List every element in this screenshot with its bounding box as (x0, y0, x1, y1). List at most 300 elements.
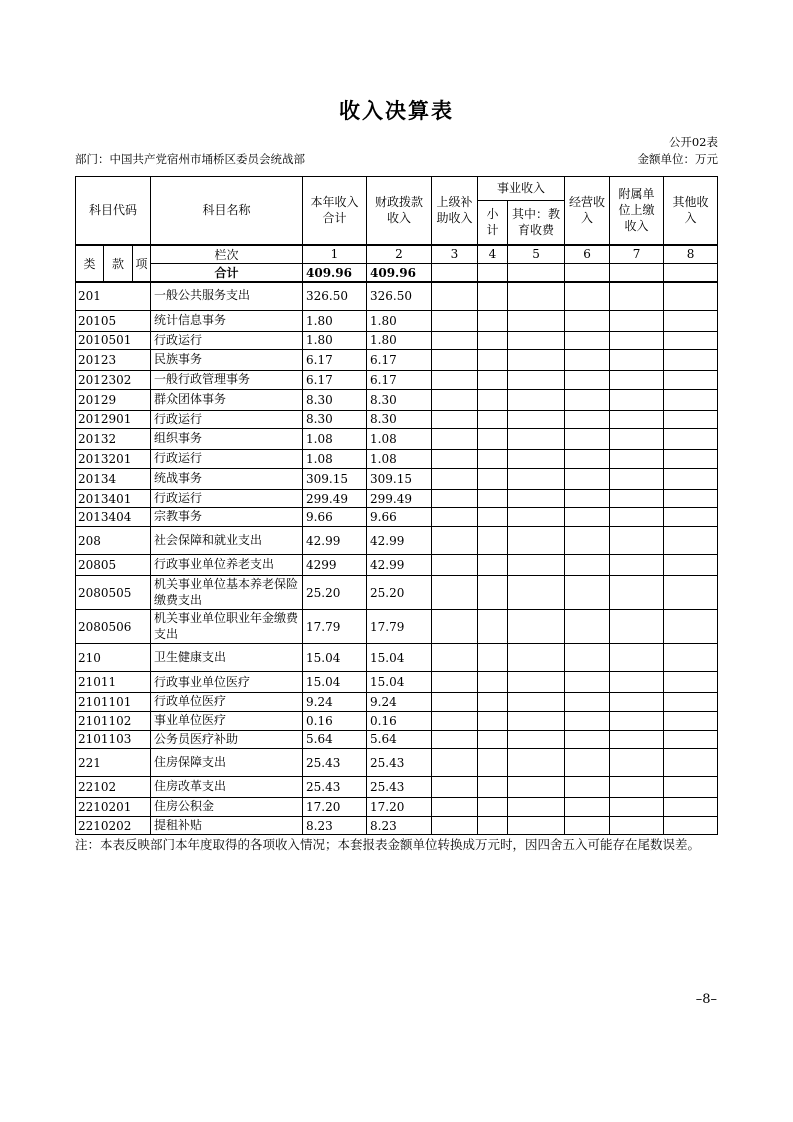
value-cell (664, 310, 718, 331)
header-business-subtotal: 小计 (478, 201, 508, 245)
subject-code-cell: 2013401 (76, 489, 151, 508)
table-row (76, 693, 718, 712)
value-cell (508, 389, 565, 410)
value-cell (478, 282, 508, 310)
value-cell (508, 644, 565, 672)
value-cell (664, 282, 718, 310)
table-row (76, 468, 718, 489)
value-cell (508, 310, 565, 331)
subject-name-cell: 民族事务 (151, 350, 303, 371)
value-cell (478, 798, 508, 817)
value-cell (432, 489, 478, 508)
total-value: 409.96 (303, 264, 367, 283)
value-cell (432, 410, 478, 429)
value-cell (610, 508, 664, 527)
value-cell (565, 644, 610, 672)
value-cell: 1.08 (367, 450, 432, 469)
table-row (76, 371, 718, 390)
header-other-income: 其他收入 (664, 177, 718, 245)
value-cell (565, 672, 610, 693)
value-cell (565, 450, 610, 469)
footnote: 注：本表反映部门本年度取得的各项收入情况；本套报表金额单位转换成万元时，因四舍五入可能存在尾数误差。 (75, 837, 701, 853)
value-cell (432, 610, 478, 644)
value-cell: 6.17 (303, 350, 367, 371)
value-cell: 0.16 (367, 712, 432, 731)
value-cell (565, 489, 610, 508)
subject-name-cell: 住房保障支出 (151, 749, 303, 777)
value-cell: 1.08 (303, 429, 367, 450)
subject-name-cell: 行政运行 (151, 450, 303, 469)
value-cell: 17.20 (303, 798, 367, 817)
subject-name-cell: 行政运行 (151, 489, 303, 508)
subject-code-cell: 2013201 (76, 450, 151, 469)
value-cell: 15.04 (303, 644, 367, 672)
header-subject-name: 科目名称 (151, 177, 303, 245)
table-row (76, 610, 718, 644)
value-cell (508, 555, 565, 576)
value-cell (565, 777, 610, 798)
value-cell: 8.30 (367, 389, 432, 410)
subject-name-cell: 宗教事务 (151, 508, 303, 527)
subject-name-cell: 群众团体事务 (151, 389, 303, 410)
value-cell (610, 749, 664, 777)
value-cell (432, 331, 478, 350)
subject-name-cell: 卫生健康支出 (151, 644, 303, 672)
subject-code-cell: 2210202 (76, 816, 151, 835)
header-annual-total: 本年收入合计 (303, 177, 367, 245)
header-row-top (76, 177, 718, 201)
value-cell (432, 712, 478, 731)
table-row (76, 730, 718, 749)
subject-name-cell: 行政事业单位养老支出 (151, 555, 303, 576)
header-subject-code: 科目代码 (76, 177, 151, 245)
value-cell: 8.30 (367, 410, 432, 429)
column-number: 7 (610, 245, 664, 264)
total-value (432, 264, 478, 283)
subject-code-cell: 2010501 (76, 331, 151, 350)
value-cell (664, 712, 718, 731)
rank-label: 栏次 (151, 245, 303, 264)
value-cell (664, 798, 718, 817)
value-cell: 5.64 (367, 730, 432, 749)
value-cell (610, 331, 664, 350)
value-cell: 309.15 (367, 468, 432, 489)
value-cell (478, 410, 508, 429)
value-cell (508, 576, 565, 610)
value-cell (508, 527, 565, 555)
value-cell (610, 555, 664, 576)
total-value (508, 264, 565, 283)
value-cell (610, 350, 664, 371)
value-cell (565, 282, 610, 310)
value-cell (565, 429, 610, 450)
total-value: 409.96 (367, 264, 432, 283)
table-row (76, 816, 718, 835)
subject-code-cell: 21011 (76, 672, 151, 693)
value-cell (432, 389, 478, 410)
value-cell: 326.50 (303, 282, 367, 310)
subject-code-cell: 2013404 (76, 508, 151, 527)
value-cell (565, 712, 610, 731)
table-row (76, 429, 718, 450)
value-cell (432, 508, 478, 527)
rank-row (76, 245, 718, 264)
value-cell (610, 798, 664, 817)
value-cell (478, 527, 508, 555)
value-cell (610, 489, 664, 508)
subject-name-cell: 机关事业单位基本养老保险缴费支出 (151, 576, 303, 610)
subject-code-cell: 2080505 (76, 576, 151, 610)
value-cell (432, 450, 478, 469)
value-cell (610, 310, 664, 331)
value-cell (432, 282, 478, 310)
value-cell (508, 429, 565, 450)
value-cell: 17.79 (303, 610, 367, 644)
value-cell (478, 712, 508, 731)
value-cell (565, 508, 610, 527)
value-cell (478, 749, 508, 777)
value-cell (664, 576, 718, 610)
value-cell: 25.43 (367, 777, 432, 798)
value-cell (565, 555, 610, 576)
value-cell (610, 450, 664, 469)
value-cell (610, 730, 664, 749)
value-cell (664, 410, 718, 429)
header-superior-subsidy: 上级补助收入 (432, 177, 478, 245)
value-cell (664, 749, 718, 777)
value-cell (508, 798, 565, 817)
value-cell (478, 389, 508, 410)
value-cell: 42.99 (367, 527, 432, 555)
value-cell: 8.30 (303, 389, 367, 410)
value-cell (565, 350, 610, 371)
value-cell (508, 712, 565, 731)
value-cell: 15.04 (367, 644, 432, 672)
subject-name-cell: 机关事业单位职业年金缴费支出 (151, 610, 303, 644)
value-cell (432, 429, 478, 450)
value-cell (508, 489, 565, 508)
total-value (610, 264, 664, 283)
value-cell (432, 527, 478, 555)
value-cell (565, 371, 610, 390)
value-cell (432, 350, 478, 371)
value-cell (508, 777, 565, 798)
subject-name-cell: 统战事务 (151, 468, 303, 489)
value-cell (664, 508, 718, 527)
value-cell (664, 816, 718, 835)
code-level-section: 款 (104, 245, 133, 283)
page-title: 收入决算表 (339, 98, 454, 123)
subject-code-cell: 221 (76, 749, 151, 777)
value-cell (610, 693, 664, 712)
table-row (76, 331, 718, 350)
value-cell (565, 389, 610, 410)
subject-code-cell: 20805 (76, 555, 151, 576)
value-cell (610, 429, 664, 450)
value-cell (565, 576, 610, 610)
value-cell (478, 693, 508, 712)
value-cell: 1.08 (367, 429, 432, 450)
value-cell: 15.04 (367, 672, 432, 693)
value-cell (508, 371, 565, 390)
value-cell: 8.30 (303, 410, 367, 429)
value-cell (664, 527, 718, 555)
table-row (76, 489, 718, 508)
value-cell (478, 777, 508, 798)
code-level-item: 项 (133, 245, 151, 283)
subject-code-cell: 210 (76, 644, 151, 672)
value-cell (610, 576, 664, 610)
value-cell: 4299 (303, 555, 367, 576)
value-cell (610, 777, 664, 798)
value-cell (508, 468, 565, 489)
value-cell (610, 410, 664, 429)
value-cell (508, 693, 565, 712)
value-cell (508, 730, 565, 749)
value-cell (610, 468, 664, 489)
value-cell: 1.80 (367, 310, 432, 331)
meta-line (75, 152, 718, 167)
value-cell (664, 693, 718, 712)
header-affiliated-income: 附属单位上缴收入 (610, 177, 664, 245)
subject-name-cell: 公务员医疗补助 (151, 730, 303, 749)
subject-name-cell: 一般行政管理事务 (151, 371, 303, 390)
value-cell (664, 350, 718, 371)
value-cell (565, 527, 610, 555)
total-row (76, 264, 718, 283)
value-cell (478, 555, 508, 576)
table-row (76, 389, 718, 410)
value-cell: 9.66 (303, 508, 367, 527)
subject-code-cell: 20134 (76, 468, 151, 489)
subject-code-cell: 20123 (76, 350, 151, 371)
value-cell: 25.20 (367, 576, 432, 610)
value-cell: 326.50 (367, 282, 432, 310)
table-row (76, 644, 718, 672)
value-cell (478, 468, 508, 489)
subject-code-cell: 2080506 (76, 610, 151, 644)
subject-name-cell: 住房改革支出 (151, 777, 303, 798)
value-cell: 15.04 (303, 672, 367, 693)
value-cell (610, 712, 664, 731)
value-cell: 25.43 (367, 749, 432, 777)
total-value (565, 264, 610, 283)
value-cell (478, 610, 508, 644)
value-cell (664, 777, 718, 798)
value-cell (664, 555, 718, 576)
value-cell (508, 282, 565, 310)
document-content (75, 97, 718, 855)
value-cell (432, 310, 478, 331)
table-code-label: 公开02表 (668, 135, 718, 149)
table-row (76, 508, 718, 527)
subject-code-cell: 201 (76, 282, 151, 310)
value-cell (508, 508, 565, 527)
column-number: 5 (508, 245, 565, 264)
table-row (76, 576, 718, 610)
value-cell (610, 389, 664, 410)
value-cell (664, 644, 718, 672)
value-cell (565, 610, 610, 644)
value-cell: 9.24 (367, 693, 432, 712)
value-cell: 42.99 (367, 555, 432, 576)
value-cell (610, 371, 664, 390)
value-cell (432, 816, 478, 835)
value-cell (432, 644, 478, 672)
value-cell (478, 644, 508, 672)
value-cell (565, 310, 610, 331)
table-row (76, 672, 718, 693)
value-cell: 299.49 (303, 489, 367, 508)
subject-name-cell: 组织事务 (151, 429, 303, 450)
value-cell (664, 468, 718, 489)
value-cell (610, 527, 664, 555)
value-cell (478, 816, 508, 835)
subject-code-cell: 2012302 (76, 371, 151, 390)
value-cell: 25.20 (303, 576, 367, 610)
value-cell: 17.20 (367, 798, 432, 817)
value-cell: 6.17 (367, 371, 432, 390)
value-cell (610, 282, 664, 310)
value-cell: 1.08 (303, 450, 367, 469)
value-cell (664, 450, 718, 469)
value-cell (565, 798, 610, 817)
department-label: 部门：中国共产党宿州市埇桥区委员会统战部 (75, 152, 305, 166)
value-cell: 6.17 (303, 371, 367, 390)
subject-name-cell: 行政事业单位医疗 (151, 672, 303, 693)
value-cell (478, 489, 508, 508)
value-cell (664, 429, 718, 450)
table-row (76, 350, 718, 371)
value-cell: 8.23 (367, 816, 432, 835)
value-cell (664, 610, 718, 644)
subject-code-cell: 2101102 (76, 712, 151, 731)
value-cell (565, 331, 610, 350)
value-cell: 309.15 (303, 468, 367, 489)
value-cell (664, 331, 718, 350)
header-operating-income: 经营收入 (565, 177, 610, 245)
header-fiscal-allocation: 财政拨款收入 (367, 177, 432, 245)
subject-name-cell: 行政运行 (151, 410, 303, 429)
value-cell (432, 576, 478, 610)
table-row (76, 310, 718, 331)
value-cell (508, 410, 565, 429)
value-cell (478, 508, 508, 527)
subject-name-cell: 行政单位医疗 (151, 693, 303, 712)
value-cell (508, 672, 565, 693)
value-cell (432, 798, 478, 817)
column-number: 6 (565, 245, 610, 264)
value-cell: 25.43 (303, 749, 367, 777)
value-cell (508, 331, 565, 350)
subject-code-cell: 2210201 (76, 798, 151, 817)
subject-code-cell: 20132 (76, 429, 151, 450)
value-cell (664, 489, 718, 508)
value-cell (432, 371, 478, 390)
column-number: 8 (664, 245, 718, 264)
value-cell (508, 610, 565, 644)
subject-name-cell: 事业单位医疗 (151, 712, 303, 731)
value-cell (478, 576, 508, 610)
value-cell: 1.80 (303, 331, 367, 350)
value-cell (508, 350, 565, 371)
value-cell (478, 429, 508, 450)
value-cell (432, 693, 478, 712)
value-cell (610, 644, 664, 672)
column-number: 3 (432, 245, 478, 264)
subject-name-cell: 一般公共服务支出 (151, 282, 303, 310)
table-row (76, 450, 718, 469)
value-cell (610, 672, 664, 693)
value-cell: 8.23 (303, 816, 367, 835)
subject-code-cell: 2101101 (76, 693, 151, 712)
subject-name-cell: 行政运行 (151, 331, 303, 350)
value-cell (478, 350, 508, 371)
value-cell (565, 410, 610, 429)
value-cell (664, 389, 718, 410)
value-cell: 9.24 (303, 693, 367, 712)
subject-code-cell: 20105 (76, 310, 151, 331)
value-cell (610, 816, 664, 835)
value-cell: 6.17 (367, 350, 432, 371)
value-cell: 42.99 (303, 527, 367, 555)
code-level-category: 类 (76, 245, 104, 283)
column-number: 4 (478, 245, 508, 264)
value-cell (432, 468, 478, 489)
value-cell (432, 777, 478, 798)
value-cell (664, 371, 718, 390)
table-row (76, 777, 718, 798)
value-cell (478, 450, 508, 469)
value-cell: 1.80 (367, 331, 432, 350)
total-value (664, 264, 718, 283)
value-cell: 17.79 (367, 610, 432, 644)
income-table-body (76, 245, 718, 835)
table-row (76, 282, 718, 310)
value-cell: 25.43 (303, 777, 367, 798)
value-cell (478, 310, 508, 331)
value-cell (432, 555, 478, 576)
header-education-fees: 其中：教育收费 (508, 201, 565, 245)
subject-code-cell: 20129 (76, 389, 151, 410)
subject-code-cell: 2012901 (76, 410, 151, 429)
table-row (76, 798, 718, 817)
table-row (76, 527, 718, 555)
income-table (75, 176, 718, 835)
value-cell (565, 749, 610, 777)
value-cell: 299.49 (367, 489, 432, 508)
value-cell: 1.80 (303, 310, 367, 331)
table-row (76, 749, 718, 777)
value-cell (432, 672, 478, 693)
column-number: 1 (303, 245, 367, 264)
unit-label: 金额单位：万元 (637, 152, 718, 166)
value-cell (508, 749, 565, 777)
value-cell (610, 610, 664, 644)
total-label: 合计 (151, 264, 303, 283)
value-cell (478, 331, 508, 350)
value-cell (432, 730, 478, 749)
value-cell (565, 693, 610, 712)
table-header (76, 177, 718, 245)
column-number: 2 (367, 245, 432, 264)
total-value (478, 264, 508, 283)
table-row (76, 410, 718, 429)
value-cell (565, 816, 610, 835)
value-cell (664, 672, 718, 693)
subject-name-cell: 提租补贴 (151, 816, 303, 835)
subject-code-cell: 208 (76, 527, 151, 555)
